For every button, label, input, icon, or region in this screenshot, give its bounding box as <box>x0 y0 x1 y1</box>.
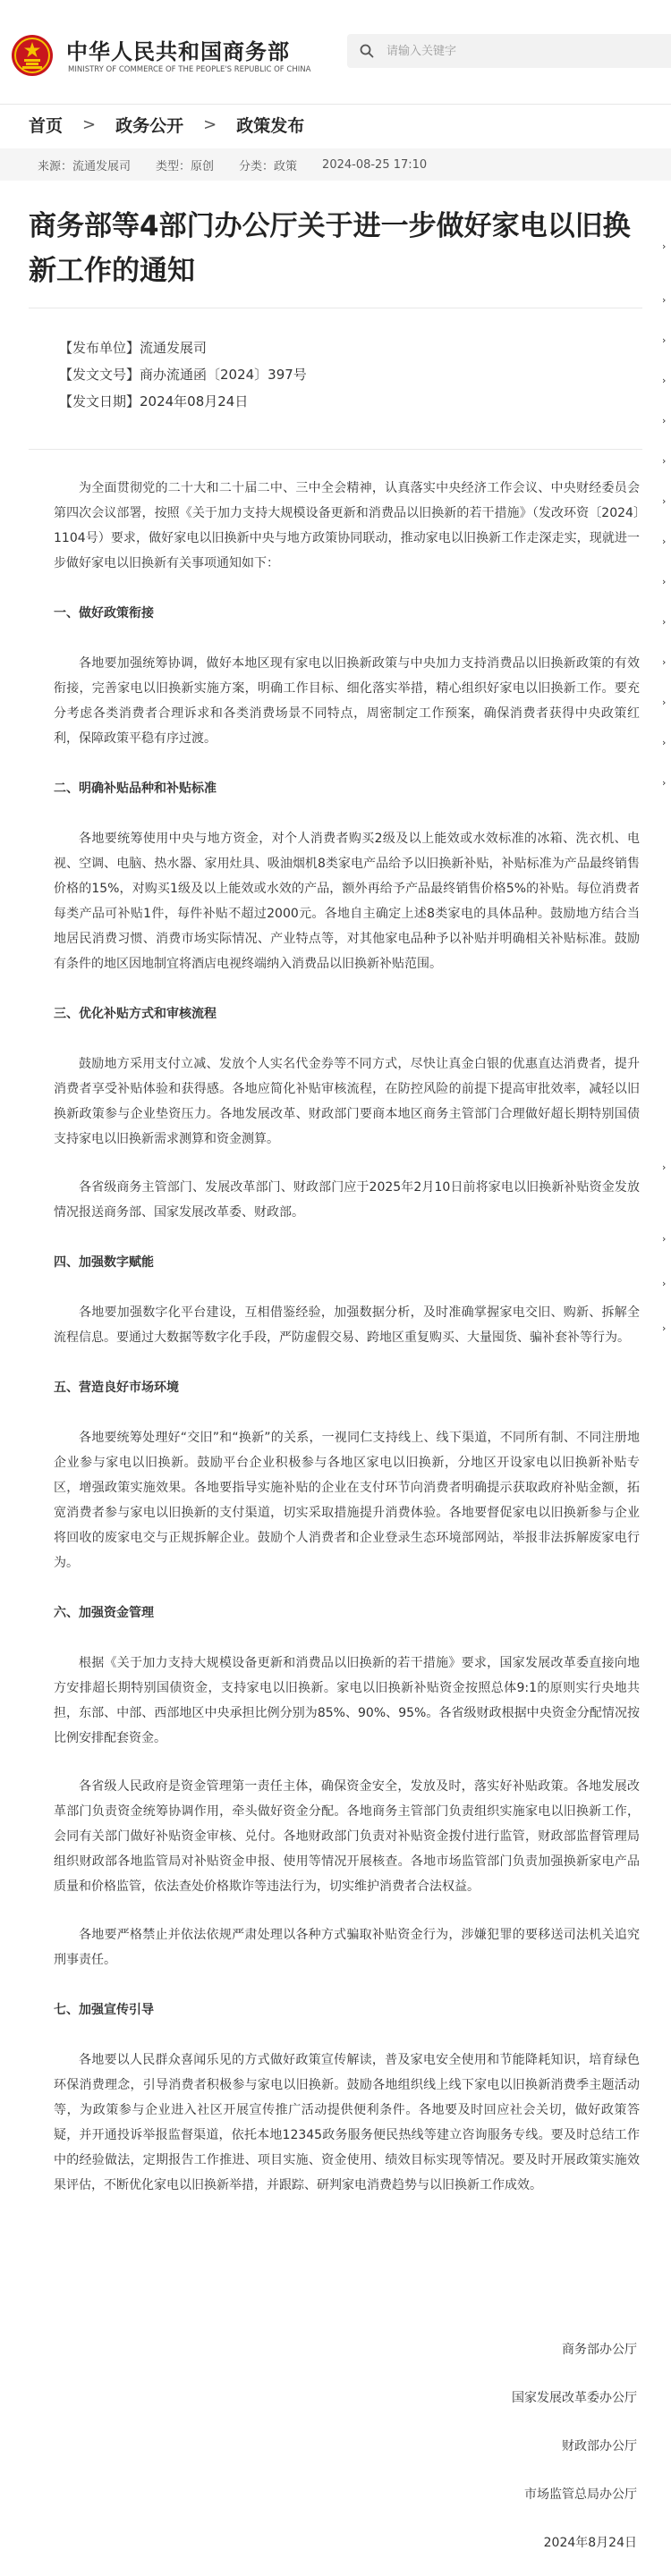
signature-samr: 市场监管总局办公厅 <box>524 2487 637 2502</box>
section-paragraph: 各地要统筹使用中央与地方资金，对个人消费者购买2级及以上能效或水效标准的冰箱、洗衣机、电视、空调、电脑、热水器、家用灶具、吸油烟机8类家电产品给予以旧换新补贴，补贴标准为产品最终销售价格的15%，对购买1级及以上能效或水效的产品，额外再给予产品最终销售价格5%的补贴。每位消费者每类产品可补贴1件，每件补贴不超过2000元。各地自主确定上述8类家电的具体品种。鼓励地方结合当地居民消费习惯、消费市场实际情况、产业特点等，对其他家电品种予以补贴并明确相关补贴标准。鼓励有条件的地区因地制宜将酒店电视终端纳入消费品以旧换新补贴范围。 <box>54 832 640 971</box>
signature-date: 2024年8月24日 <box>543 2536 637 2550</box>
chevron-right-icon[interactable]: › <box>662 375 667 386</box>
article-title: 商务部等4部门办公厅关于进一步做好家电以旧换新工作的通知 <box>29 210 631 287</box>
site-name-cn[interactable]: 中华人民共和国商务部 <box>66 39 290 64</box>
meta-date: 2024-08-25 17:10 <box>322 157 428 172</box>
chevron-right-icon[interactable]: › <box>662 1278 667 1289</box>
section-paragraph: 各地要加强统筹协调，做好本地区现有家电以旧换新政策与中央加力支持消费品以旧换新政策的有效衔接，完善家电以旧换新实施方案，明确工作目标、细化落实举措，精心组织好家电以旧换新工作。要充分考虑各类消费者合理诉求和各类消费场景不同特点，周密制定工作预案，确保消费者获得中央政策红利，保障政策平稳有序过渡。 <box>54 656 640 746</box>
breadcrumb <box>29 113 304 136</box>
article-info <box>59 334 596 415</box>
meta-type: 类型：原创 <box>156 159 215 173</box>
chevron-right-icon[interactable]: › <box>662 334 667 346</box>
section-paragraph: 各地要严格禁止并依法依规严肃处理以各种方式骗取补贴资金行为，涉嫌犯罪的要移送司法机关追究刑事责任。 <box>54 1928 640 1967</box>
chevron-right-icon[interactable]: › <box>662 777 667 789</box>
search-icon[interactable] <box>360 44 374 58</box>
chevron-right-icon[interactable]: › <box>662 415 667 427</box>
info-doc-number: 【发文文号】商办流通函〔2024〕397号 <box>59 367 307 383</box>
section-paragraph: 鼓励地方采用支付立减、发放个人实名代金券等不同方式，尽快让真金白银的优惠直达消费者，提升消费者享受补贴体验和获得感。各地应简化补贴审核流程，在防控风险的前提下提高审批效率，减轻以旧换新政策参与企业垫资压力。各地发展改革、财政部门要商本地区商务主管部门合理做好超长期特别国债支持家电以旧换新需求测算和资金测算。 <box>54 1057 640 1146</box>
national-emblem-icon[interactable] <box>11 34 54 77</box>
section-paragraph: 各地要加强数字化平台建设，互相借鉴经验，加强数据分析，及时准确掌握家电交旧、购新、拆解全流程信息。要通过大数据等数字化手段，严防虚假交易、跨地区重复购买、大量囤货、骗补套补等行为。 <box>54 1305 640 1345</box>
chevron-right-icon[interactable]: › <box>662 697 667 708</box>
section-paragraph: 各地要统筹处理好“交旧”和“换新”的关系，一视同仁支持线上、线下渠道，不同所有制、不同注册地企业参与家电以旧换新。鼓励平台企业积极参与各地区家电以旧换新，分地区开设家电以旧换新补贴专区，增强政策实施效果。各地要指导实施补贴的企业在支付环节向消费者明确提示获取政府补贴金额，拓宽消费者参与家电以旧换新的支付渠道，切实采取措施提升消费体验。各地要督促家电以旧换新参与企业将回收的废家电交与正规拆解企业。鼓励个人消费者和企业登录生态环境部网站，举报非法拆解废家电行为。 <box>54 1431 640 1570</box>
section-heading: 七、加强宣传引导 <box>54 2003 154 2017</box>
article-meta <box>0 148 671 181</box>
section-heading: 四、加强数字赋能 <box>54 1255 154 1270</box>
breadcrumb-policy[interactable]: 政策发布 <box>236 115 305 136</box>
chevron-right-icon[interactable]: › <box>662 1322 667 1334</box>
section-paragraph: 各省级商务主管部门、发展改革部门、财政部门应于2025年2月10日前将家电以旧换新补贴资金发放情况报送商务部、国家发展改革委、财政部。 <box>54 1180 640 1220</box>
section-paragraph: 各省级人民政府是资金管理第一责任主体，确保资金安全，发放及时，落实好补贴政策。各地发展改革部门负责资金统筹协调作用，牵头做好资金分配。各地商务主管部门负责组织实施家电以旧换新工作，会同有关部门做好补贴资金审核、兑付。各地财政部门负责对补贴资金拨付进行监管，财政部监督管理局组织财政部各地监管局对补贴资金申报、使用等情况开展核查。各地市场监管部门负责加强换新家电产品质量和价格监管，依法查处价格欺诈等违法行为，切实维护消费者合法权益。 <box>54 1779 640 1894</box>
chevron-right-icon[interactable]: › <box>662 1233 667 1245</box>
meta-source: 来源：流通发展司 <box>38 159 132 173</box>
site-header <box>0 0 671 105</box>
section-heading: 二、明确补贴品种和补贴标准 <box>54 781 217 796</box>
meta-category: 分类：政策 <box>239 159 298 173</box>
section-paragraph: 根据《关于加力支持大规模设备更新和消费品以旧换新的若干措施》要求，国家发展改革委直接向地方安排超长期特别国债资金，支持家电以旧换新。家电以旧换新补贴资金按照总体9:1的原则实行央地共担，东部、中部、西部地区中央承担比例分别为85%、90%、95%。各省级财政根据中央资金分配情况按比例安排配套资金。 <box>54 1656 640 1745</box>
intro-paragraph: 为全面贯彻党的二十大和二十届二中、三中全会精神，认真落实中央经济工作会议、中央财经委员会第四次会议部署，按照《关于加力支持大规模设备更新和消费品以旧换新的若干措施》（发改环资〔2024〕1104号）要求，做好家电以旧换新中央与地方政策协同联动，推动家电以旧换新工作走深走实，现就进一步做好家电以旧换新有关事项通知如下： <box>54 481 640 570</box>
chevron-right-icon[interactable]: › <box>662 656 667 668</box>
section-heading: 六、加强资金管理 <box>54 1606 154 1620</box>
section-heading: 五、营造良好市场环境 <box>54 1381 179 1395</box>
search-box[interactable] <box>347 34 671 68</box>
signature-ndrc: 国家发展改革委办公厅 <box>512 2391 637 2405</box>
chevron-right-icon[interactable]: › <box>662 294 667 306</box>
info-issuer: 【发布单位】流通发展司 <box>59 340 208 356</box>
chevron-right-icon[interactable]: › <box>662 1161 667 1173</box>
chevron-right-icon[interactable]: › <box>662 536 667 547</box>
section-heading: 三、优化补贴方式和审核流程 <box>54 1007 217 1021</box>
chevron-right-icon[interactable]: › <box>662 616 667 628</box>
breadcrumb-gov-affairs[interactable]: 政务公开 <box>115 115 184 136</box>
chevron-right-icon[interactable]: › <box>662 455 667 467</box>
sidebar-edge <box>660 206 671 1636</box>
chevron-right-icon[interactable]: › <box>662 576 667 587</box>
chevron-right-icon[interactable]: › <box>662 495 667 507</box>
site-name-en: MINISTRY OF COMMERCE OF THE PEOPLE'S REPUBLIC OF CHINA <box>68 65 311 74</box>
chevron-right-icon[interactable]: › <box>662 737 667 748</box>
breadcrumb-separator: > <box>203 114 217 134</box>
breadcrumb-home[interactable]: 首页 <box>29 115 64 136</box>
chevron-right-icon[interactable]: › <box>662 241 667 252</box>
signature-mof: 财政部办公厅 <box>562 2439 637 2454</box>
article-body <box>54 476 640 2198</box>
search-input[interactable] <box>386 34 655 68</box>
divider <box>29 449 642 450</box>
breadcrumb-separator: > <box>82 114 97 134</box>
section-heading: 一、做好政策衔接 <box>54 606 154 621</box>
info-issue-date: 【发文日期】2024年08月24日 <box>59 393 249 410</box>
signature-mofcom: 商务部办公厅 <box>562 2343 637 2357</box>
section-paragraph: 各地要以人民群众喜闻乐见的方式做好政策宣传解读，普及家电安全使用和节能降耗知识，培育绿色环保消费理念，引导消费者积极参与家电以旧换新。鼓励各地组织线上线下家电以旧换新消费季主题活动等，为政策参与企业进入社区开展宣传推广活动提供便利条件。各地要及时回应社会关切，做好政策答疑，并开通投诉举报监督渠道，依托本地12345政务服务便民热线等建立咨询服务专线。要及时总结工作中的经验做法，定期报告工作推进、项目实施、资金使用、绩效目标实现等情况。要及时开展政策实施效果评估，不断优化家电以旧换新举措，并跟踪、研判家电消费趋势与以旧换新工作成效。 <box>54 2053 640 2192</box>
